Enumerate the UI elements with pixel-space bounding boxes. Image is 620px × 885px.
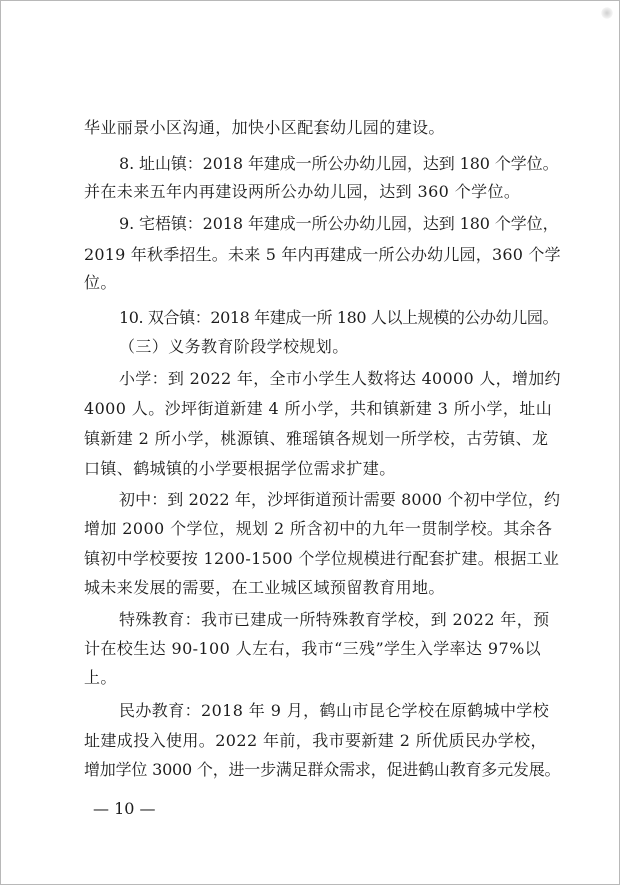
text-line: 民办教育：2018 年 9 月，鹤山市昆仑学校在原鹤城中学校 (119, 701, 550, 720)
text-line: 特殊教育：我市已建成一所特殊教育学校，到 2022 年，预 (119, 610, 550, 629)
page-number: — 10 — (93, 799, 156, 818)
text-line: 计在校生达 90-100 人左右，我市“三残”学生入学率达 97%以 (84, 639, 542, 658)
text-line: 9. 宅梧镇：2018 年建成一所公办幼儿园，达到 180 个学位， (119, 214, 559, 233)
text-line: 增加学位 3000 个，进一步满足群众需求，促进鹤山教育多元发展。 (84, 760, 561, 779)
text-line: 2019 年秋季招生。未来 5 年内再建成一所公办幼儿园，360 个学 (84, 245, 561, 264)
text-line: 10. 双合镇：2018 年建成一所 180 人以上规模的公办幼儿园。 (119, 308, 559, 327)
section-heading: （三）义务教育阶段学校规划。 (119, 337, 349, 356)
text-line: 华业丽景小区沟通，加快小区配套幼儿园的建设。 (84, 118, 445, 137)
text-line: 位。 (84, 273, 117, 292)
text-line: 上。 (84, 668, 117, 687)
text-line: 镇初中学校要按 1200-1500 个学位规模进行配套扩建。根据工业 (84, 549, 560, 568)
text-line: 口镇、鹤城镇的小学要根据学位需求扩建。 (84, 459, 396, 478)
text-line: 址建成投入使用。2022 年前，我市要新建 2 所优质民办学校， (84, 731, 547, 750)
text-line: 并在未来五年内再建设两所公办幼儿园，达到 360 个学位。 (84, 182, 521, 201)
scan-artifact (601, 7, 613, 19)
text-line: 8. 址山镇：2018 年建成一所公办幼儿园，达到 180 个学位。 (119, 154, 559, 173)
text-line: 初中：到 2022 年，沙坪街道预计需要 8000 个初中学位，约 (119, 490, 561, 509)
text-line: 镇新建 2 所小学，桃源镇、雅瑶镇各规划一所学校，古劳镇、龙 (84, 429, 549, 448)
text-line: 城未来发展的需要，在工业城区域预留教育用地。 (84, 578, 445, 597)
text-line: 4000 人。沙坪街道新建 4 所小学，共和镇新建 3 所小学，址山 (84, 399, 553, 418)
text-line: 小学：到 2022 年，全市小学生人数将达 40000 人，增加约 (119, 369, 561, 388)
text-line: 增加 2000 个学位，规划 2 所含初中的九年一贯制学校。其余各 (84, 519, 553, 538)
